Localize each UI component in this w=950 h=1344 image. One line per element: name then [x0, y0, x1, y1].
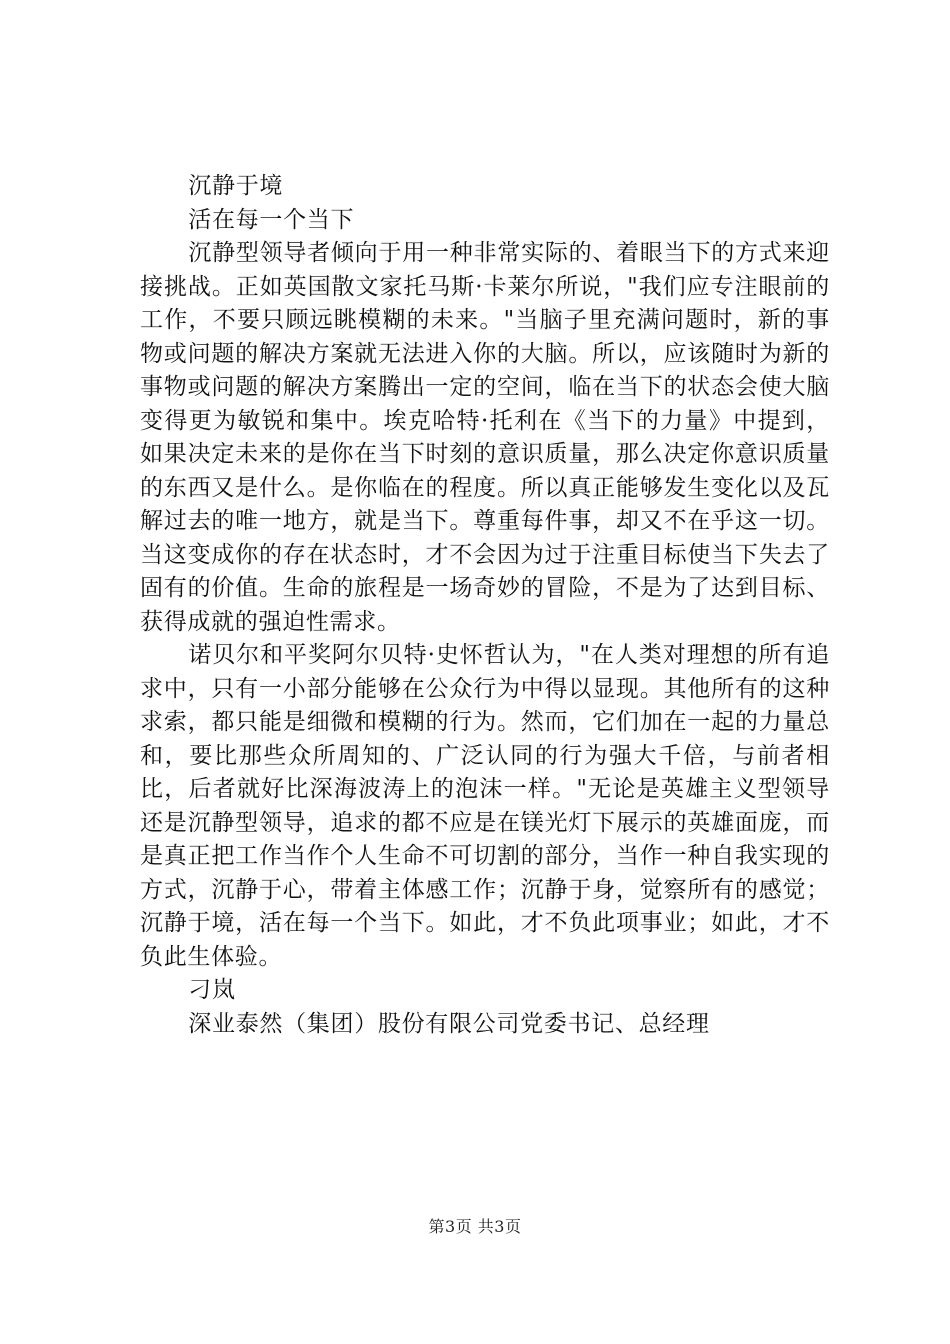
author-name: 刁岚 [188, 977, 236, 1003]
document-body [140, 170, 830, 1041]
page-number: 第3页 共3页 [428, 1217, 522, 1236]
body-paragraph-2: 诺贝尔和平奖阿尔贝特·史怀哲认为，"在人类对理想的所有追求中，只有一小部分能够在公众行为中得以显现。其他所有的这种求索，都只能是细微和模糊的行为。然而，它们加在一起的力量总和，要比那些众所周知的、广泛认同的行为强大千倍，与前者相比，后者就好比深海波涛上的泡沫一样。"无论是英雄主义型领导还是沉静型领导，追求的都不应是在镁光灯下展示的英雄面庞，而是真正把工作当作个人生命不可切割的部分，当作一种自我实现的方式，沉静于心，带着主体感工作；沉静于身，觉察所有的感觉；沉静于境，活在每一个当下。如此，才不负此项事业；如此，才不负此生体验。 [140, 642, 830, 970]
section-subheading: 活在每一个当下 [188, 206, 355, 233]
author-title: 深业泰然（集团）股份有限公司党委书记、总经理 [188, 1010, 710, 1037]
page-footer [0, 1214, 950, 1237]
section-heading: 沉静于境 [188, 173, 284, 199]
body-paragraph-1: 沉静型领导者倾向于用一种非常实际的、着眼当下的方式来迎接挑战。正如英国散文家托马斯·卡莱尔所说，"我们应专注眼前的工作，不要只顾远眺模糊的未来。"当脑子里充满问题时，新的事物或问题的解决方案就无法进入你的大脑。所以，应该随时为新的事物或问题的解决方案腾出一定的空间，临在当下的状态会使大脑变得更为敏锐和集中。埃克哈特·托利在《当下的力量》中提到，如果决定未来的是你在当下时刻的意识质量，那么决定你意识质量的东西又是什么。是你临在的程度。所以真正能够发生变化以及瓦解过去的唯一地方，就是当下。尊重每件事，却又不在乎这一切。当这变成你的存在状态时，才不会因为过于注重目标使当下失去了固有的价值。生命的旅程是一场奇妙的冒险，不是为了达到目标、获得成就的强迫性需求。 [140, 240, 830, 635]
